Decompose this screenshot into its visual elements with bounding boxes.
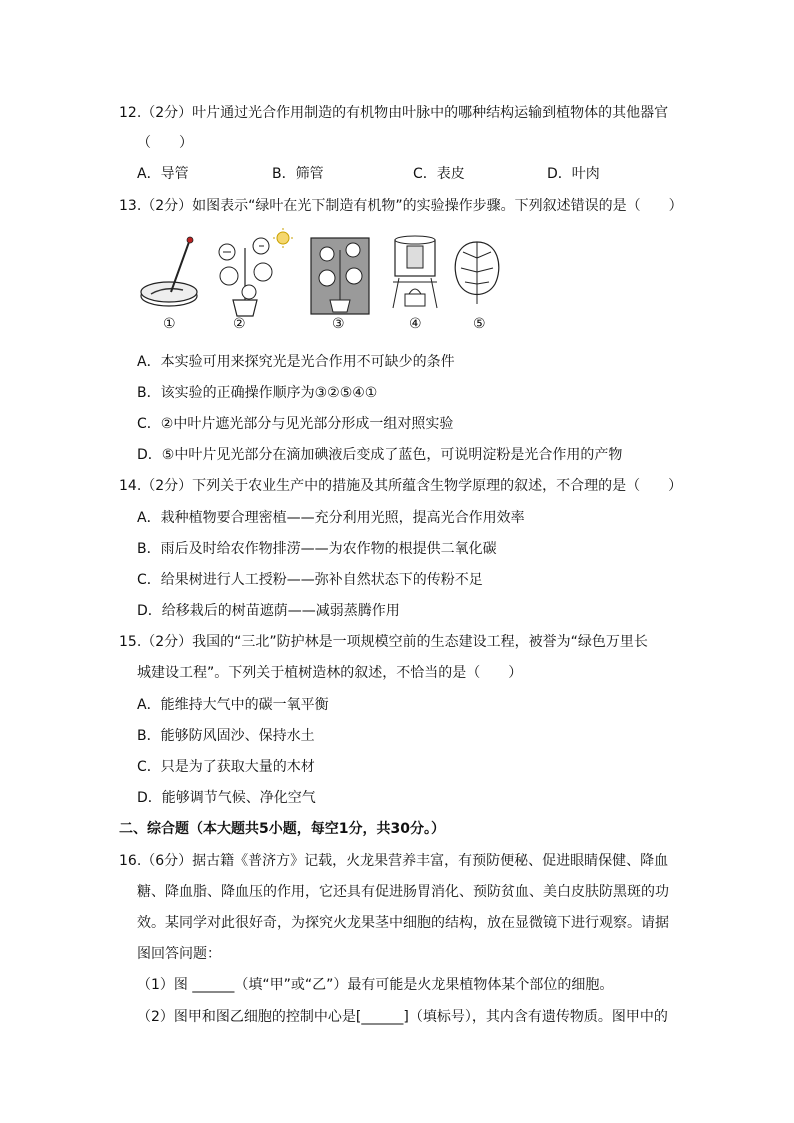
figure-label-1: ① <box>163 316 176 332</box>
q15-option-a: A．能维持大气中的碳一氧平衡 <box>137 697 329 713</box>
figure-label-3: ③ <box>332 316 345 332</box>
q14-option-b: B．雨后及时给农作物排涝——为农作物的根提供二氧化碳 <box>137 541 497 557</box>
q13-option-b: B．该实验的正确操作顺序为③②⑤④① <box>137 385 378 401</box>
step2-plant-in-sun-illustration <box>219 228 293 316</box>
q15-option-c: C．只是为了获取大量的木材 <box>137 759 315 775</box>
experiment-steps-illustration <box>137 228 507 318</box>
q16-stem-line1: 16.（6分）据古籍《普济方》记载，火龙果营养丰富，有预防便秘、促进眼睛保健、降血 <box>119 853 669 869</box>
q15-stem-line2: 城建设工程”。下列关于植树造林的叙述，不恰当的是（ ） <box>137 665 523 681</box>
figure-label-5: ⑤ <box>473 316 486 332</box>
figure-label-4: ④ <box>409 316 422 332</box>
step5-leaf-illustration <box>455 242 499 304</box>
q13-stem: 13.（2分）如图表示“绿叶在光下制造有机物”的实验操作步骤。下列叙述错误的是（ ） <box>119 198 683 214</box>
q12-stem: 12.（2分）叶片通过光合作用制造的有机物由叶脉中的哪种结构运输到植物体的其他器官 <box>119 105 669 121</box>
q14-option-c: C．给果树进行人工授粉——弥补自然状态下的传粉不足 <box>137 572 483 588</box>
q14-stem: 14.（2分）下列关于农业生产中的措施及其所蕴含生物学原理的叙述，不合理的是（ ） <box>119 478 683 494</box>
q16-stem-line3: 效。某同学对此很好奇，为探究火龙果茎中细胞的结构，放在显微镜下进行观察。请据 <box>137 915 669 931</box>
q13-option-d: D．⑤中叶片见光部分在滴加碘液后变成了蓝色，可说明淀粉是光合作用的产物 <box>137 447 623 463</box>
q14-option-d: D．给移栽后的树苗遮荫——减弱蒸腾作用 <box>137 603 400 619</box>
q12-option-c: C．表皮 <box>413 166 465 182</box>
step3-dark-box-illustration <box>311 238 369 314</box>
q15-option-d: D．能够调节气候、净化空气 <box>137 790 316 806</box>
step1-dish-illustration <box>141 237 197 306</box>
q12-option-a: A．导管 <box>137 166 189 182</box>
q15-stem-line1: 15.（2分）我国的“三北”防护林是一项规模空前的生态建设工程，被誉为“绿色万里长 <box>119 634 648 650</box>
q16-subquestion-2: （2）图甲和图乙细胞的控制中心是[______]（填标号），其内含有遗传物质。图甲中的 <box>137 1009 668 1025</box>
q16-subquestion-1: （1）图 ______（填“甲”或“乙”）最有可能是火龙果植物体某个部位的细胞。 <box>137 977 614 993</box>
q12-option-b: B．筛管 <box>272 166 324 182</box>
q12-option-d: D．叶肉 <box>547 166 600 182</box>
q16-stem-line4: 图回答问题： <box>137 946 221 962</box>
section-heading: 二、综合题（本大题共5小题，每空1分，共30分。） <box>119 821 445 837</box>
q15-option-b: B．能够防风固沙、保持水土 <box>137 728 315 744</box>
q12-answer-paren: （ ） <box>137 135 193 151</box>
figure-label-2: ② <box>233 316 246 332</box>
q13-option-a: A．本实验可用来探究光是光合作用不可缺少的条件 <box>137 354 455 370</box>
q13-option-c: C．②中叶片遮光部分与见光部分形成一组对照实验 <box>137 416 454 432</box>
q12-options <box>137 163 697 185</box>
q16-stem-line2: 糖、降血脂、降血压的作用，它还具有促进肠胃消化、预防贫血、美白皮肤防黑斑的功 <box>137 884 669 900</box>
q13-experiment-figure <box>137 228 507 338</box>
q14-option-a: A．栽种植物要合理密植——充分利用光照，提高光合作用效率 <box>137 510 525 526</box>
step4-water-bath-illustration <box>393 236 437 308</box>
